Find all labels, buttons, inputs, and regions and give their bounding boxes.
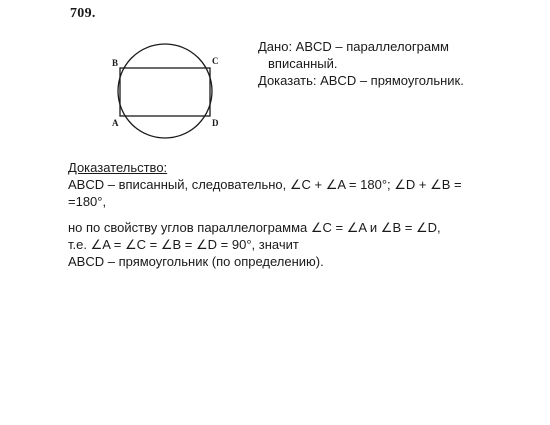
given-line-continuation: вписанный.	[268, 56, 338, 71]
given-block	[258, 38, 464, 89]
problem-number: 709.	[70, 6, 96, 21]
vertex-label-b: B	[112, 58, 119, 68]
proof-line: но по свойству углов параллелограмма ∠C = ∠A и ∠B = ∠D,	[68, 220, 441, 235]
proof-line: ABCD – прямоугольник (по определению).	[68, 254, 324, 269]
proof-line: ABCD – вписанный, следовательно, ∠C + ∠A = 180°; ∠D + ∠B =	[68, 177, 462, 192]
given-line: Дано: ABCD – параллелограмм	[258, 39, 449, 54]
vertex-label-d: D	[212, 118, 219, 128]
rectangle-abcd	[120, 68, 210, 116]
vertex-label-c: C	[212, 56, 219, 66]
inscribed-parallelogram-figure	[100, 26, 230, 156]
proof-title: Доказательство:	[68, 160, 168, 175]
vertex-label-a: A	[112, 118, 119, 128]
circumscribed-circle	[118, 44, 212, 138]
paragraph-gap	[68, 210, 508, 219]
prove-line: Доказать: ABCD – прямоугольник.	[258, 73, 464, 88]
proof-line: =180°,	[68, 194, 107, 209]
proof-line: т.е. ∠A = ∠C = ∠B = ∠D = 90°, значит	[68, 237, 299, 252]
proof-block	[68, 159, 508, 270]
